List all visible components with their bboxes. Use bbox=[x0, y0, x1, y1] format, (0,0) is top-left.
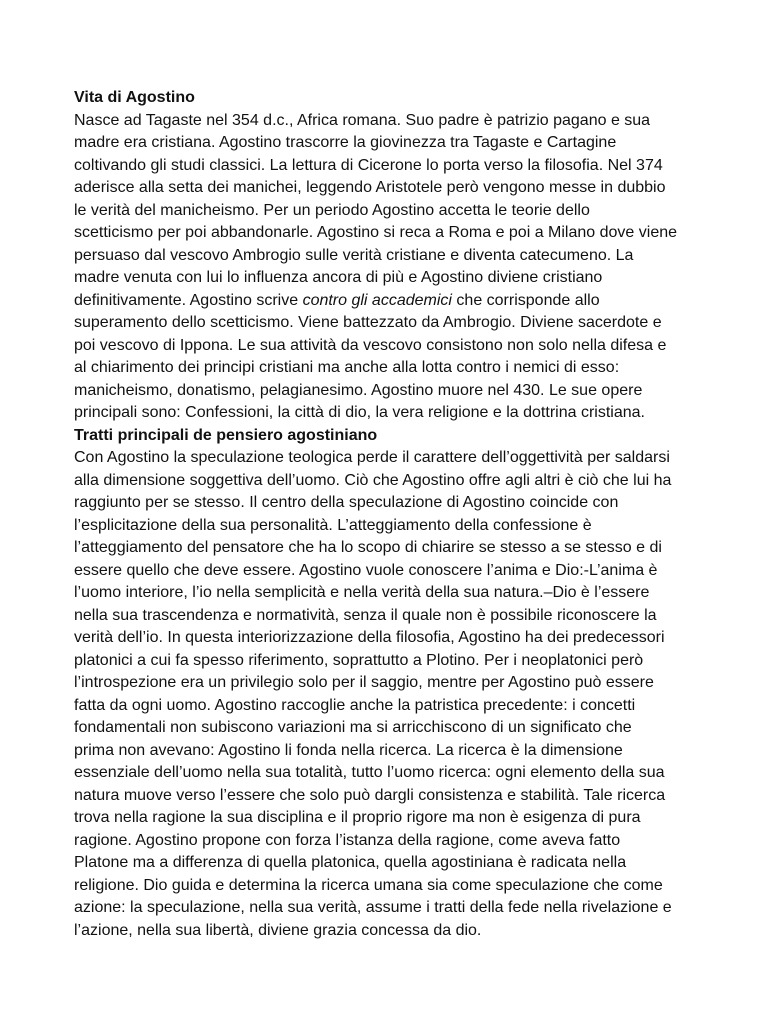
paragraph-line: le verità del manicheismo. Per un periodo Agostino accetta le teorie dello bbox=[74, 201, 590, 219]
paragraph-line: l’uomo interiore, l’io nella semplicità e nella verità della sua natura.–Dio è l’essere bbox=[74, 584, 650, 601]
paragraph-line: fatta da ogni uomo. Agostino raccoglie anche la patristica precedente: i concetti bbox=[74, 696, 636, 714]
paragraph-line: religione. Dio guida e determina la ricerca umana sia come speculazione che come bbox=[74, 876, 663, 894]
document-page bbox=[74, 87, 702, 942]
paragraph-line: manicheismo, donatismo, pelagianesimo. Agostino muore nel 430. Le sue opere bbox=[74, 381, 643, 399]
paragraph-line: platonici a cui fa spesso riferimento, soprattutto a Plotino. Per i neoplatonici però bbox=[74, 651, 644, 669]
paragraph-line: coltivando gli studi classici. La lettura di Cicerone lo porta verso la filosofia. Nel 374 bbox=[74, 156, 663, 174]
paragraph-line: nella sua trascendenza e normatività, senza il quale non è possibile riconoscere la bbox=[74, 606, 657, 624]
paragraph-line bbox=[74, 290, 702, 313]
section-heading: Vita di Agostino bbox=[74, 89, 195, 106]
paragraph-line: principali sono: Confessioni, la città di dio, la vera religione e la dottrina cristiana. bbox=[74, 404, 645, 421]
section-vita-di-agostino bbox=[74, 87, 702, 425]
paragraph-line: fondamentali non subiscono variazioni ma si arricchiscono di un significato che bbox=[74, 719, 632, 736]
paragraph-line: madre era cristiana. Agostino trascorre la giovinezza tra Tagaste e Cartagine bbox=[74, 134, 617, 151]
paragraph-line: azione: la speculazione, nella sua verità, assume i tratti della fede nella rivelazione e bbox=[74, 899, 672, 916]
book-title: contro gli accademici bbox=[302, 291, 452, 309]
paragraph-line: poi vescovo di Ippona. Le sua attività da vescovo consistono non solo nella difesa e bbox=[74, 336, 667, 354]
paragraph-line: ragione. Agostino propone con forza l’istanza della ragione, come aveva fatto bbox=[74, 831, 621, 849]
paragraph-line: verità dell’io. In questa interiorizzazione della filosofia, Agostino ha dei predecessori bbox=[74, 629, 665, 646]
paragraph-line: alla dimensione soggettiva dell’uomo. Ciò che Agostino offre agli altri è ciò che lui ha bbox=[74, 471, 672, 489]
paragraph-line: raggiunto per se stesso. Il centro della speculazione di Agostino coincide con bbox=[74, 494, 619, 511]
paragraph-line: superamento dello scetticismo. Viene battezzato da Ambrogio. Diviene sacerdote e bbox=[74, 314, 662, 331]
paragraph-line: madre venuta con lui lo influenza ancora di più e Agostino diviene cristiano bbox=[74, 269, 603, 286]
section-heading: Tratti principali de pensiero agostiniano bbox=[74, 426, 378, 444]
paragraph-line: Platone ma a differenza di quella platonica, quella agostiniana è radicata nella bbox=[74, 854, 627, 871]
paragraph-line: l’introspezione era un privilegio solo per il saggio, mentre per Agostino può essere bbox=[74, 674, 654, 691]
paragraph-text: definitivamente. Agostino scrive bbox=[74, 291, 303, 309]
paragraph-line: natura muove verso l’essere che solo può dargli consistenza e stabilità. Tale ricerca bbox=[74, 786, 666, 804]
paragraph-text: che corrisponde allo bbox=[451, 291, 600, 309]
paragraph-line: scetticismo per poi abbandonarle. Agostino si reca a Roma e poi a Milano dove viene bbox=[74, 224, 678, 241]
section-tratti-principali bbox=[74, 425, 702, 943]
paragraph-line: essere quello che deve essere. Agostino vuole conoscere l’anima e Dio:-L’anima è bbox=[74, 561, 658, 579]
paragraph-line: essenziale dell’uomo nella sua totalità, tutto l’uomo ricerca: ogni elemento della sua bbox=[74, 764, 665, 781]
paragraph-line: aderisce alla setta dei manichei, leggendo Aristotele però vengono messe in dubbio bbox=[74, 179, 666, 196]
paragraph-line: trova nella ragione la sua disciplina e il proprio rigore ma non è esigenza di pura bbox=[74, 809, 641, 826]
paragraph-line: persuaso dal vescovo Ambrogio sulle verità cristiane e diventa catecumeno. La bbox=[74, 246, 634, 264]
paragraph-line: Con Agostino la speculazione teologica perde il carattere dell’oggettività per saldarsi bbox=[74, 449, 670, 466]
paragraph-line: Nasce ad Tagaste nel 354 d.c., Africa romana. Suo padre è patrizio pagano e sua bbox=[74, 111, 651, 129]
paragraph-line: prima non avevano: Agostino li fonda nella ricerca. La ricerca è la dimensione bbox=[74, 741, 623, 759]
paragraph-line: al chiarimento dei principi cristiani ma anche alla lotta contro i nemici di esso: bbox=[74, 359, 620, 376]
paragraph-line: l’atteggiamento del pensatore che ha lo scopo di chiarire se stesso a se stesso e di bbox=[74, 539, 662, 556]
paragraph-line: l’azione, nella sua libertà, diviene grazia concessa da dio. bbox=[74, 921, 482, 939]
paragraph-line: l’esplicitazione della sua personalità. L’atteggiamento della confessione è bbox=[74, 516, 592, 534]
